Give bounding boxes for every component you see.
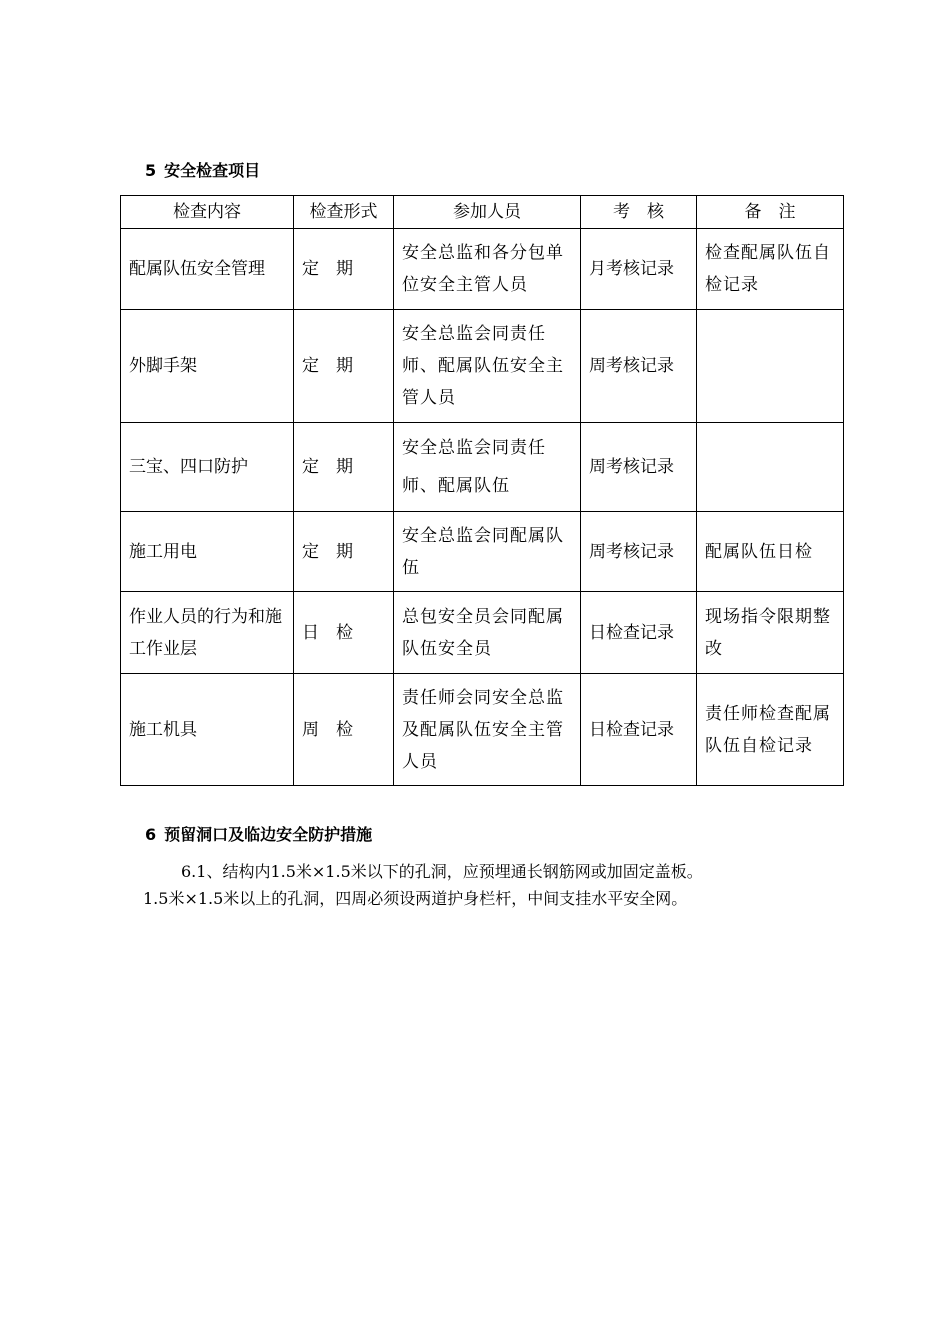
cell-participants: 安全总监会同责任师、配属队伍 [394, 423, 581, 512]
cell-note: 配属队伍日检 [697, 512, 844, 592]
cell-assessment: 日检查记录 [581, 592, 697, 674]
cell-content: 施工用电 [121, 512, 294, 592]
cell-form: 周 检 [294, 674, 394, 786]
header-participants: 参加人员 [394, 196, 581, 229]
cell-assessment: 周考核记录 [581, 423, 697, 512]
cell-participants: 责任师会同安全总监及配属队伍安全主管人员 [394, 674, 581, 786]
table-row [121, 674, 844, 786]
cell-form: 定 期 [294, 423, 394, 512]
header-form: 检查形式 [294, 196, 394, 229]
table-header-row [121, 196, 844, 229]
cell-assessment: 日检查记录 [581, 674, 697, 786]
cell-participants: 总包安全员会同配属队伍安全员 [394, 592, 581, 674]
cell-participants: 安全总监会同配属队伍 [394, 512, 581, 592]
table-row [121, 423, 844, 512]
cell-content: 外脚手架 [121, 310, 294, 423]
cell-note [697, 423, 844, 512]
table-row [121, 229, 844, 310]
cell-note: 现场指令限期整改 [697, 592, 844, 674]
cell-form: 定 期 [294, 512, 394, 592]
cell-form: 日 检 [294, 592, 394, 674]
section-6-heading [145, 822, 372, 845]
cell-form: 定 期 [294, 229, 394, 310]
cell-content: 配属队伍安全管理 [121, 229, 294, 310]
cell-content: 三宝、四口防护 [121, 423, 294, 512]
cell-content: 施工机具 [121, 674, 294, 786]
safety-check-table [120, 195, 844, 786]
table-row [121, 310, 844, 423]
cell-participants: 安全总监和各分包单位安全主管人员 [394, 229, 581, 310]
cell-assessment: 周考核记录 [581, 310, 697, 423]
cell-assessment: 月考核记录 [581, 229, 697, 310]
section-6-paragraph [143, 858, 843, 912]
cell-note [697, 310, 844, 423]
header-note: 备 注 [697, 196, 844, 229]
section-5-number: 5 [145, 161, 157, 180]
cell-note: 责任师检查配属队伍自检记录 [697, 674, 844, 786]
cell-form: 定 期 [294, 310, 394, 423]
header-content: 检查内容 [121, 196, 294, 229]
paragraph-line-1: 6.1、结构内1.5米×1.5米以下的孔洞，应预埋通长钢筋网或加固定盖板。 [181, 862, 703, 881]
table-row [121, 512, 844, 592]
table-row [121, 592, 844, 674]
header-assessment: 考 核 [581, 196, 697, 229]
section-5-heading [145, 158, 260, 181]
cell-assessment: 周考核记录 [581, 512, 697, 592]
section-6-number: 6 [145, 825, 157, 844]
cell-content: 作业人员的行为和施工作业层 [121, 592, 294, 674]
section-6-title: 预留洞口及临边安全防护措施 [164, 825, 373, 844]
section-5-title: 安全检查项目 [164, 161, 261, 180]
cell-participants: 安全总监会同责任师、配属队伍安全主管人员 [394, 310, 581, 423]
cell-note: 检查配属队伍自检记录 [697, 229, 844, 310]
paragraph-line-2: 1.5米×1.5米以上的孔洞，四周必须设两道护身栏杆，中间支挂水平安全网。 [143, 889, 688, 908]
